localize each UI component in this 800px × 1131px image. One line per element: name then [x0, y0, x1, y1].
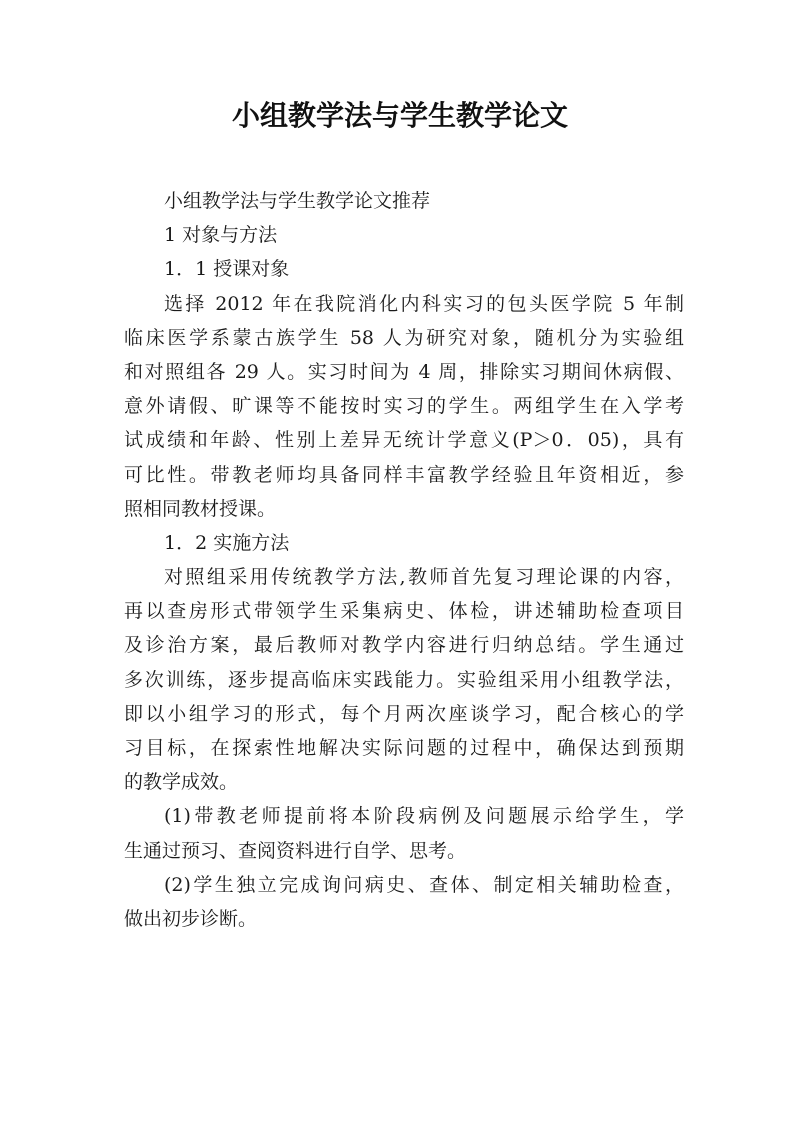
text-line: 对照组采用传统教学方法,教师首先复习理论课的内容， — [164, 566, 684, 589]
text-line: 即以小组学习的形式，每个月两次座谈学习，配合核心的学 — [124, 702, 684, 725]
text-line: 临床医学系蒙古族学生 58 人为研究对象，随机分为实验组 — [124, 326, 684, 349]
text-line: 及诊治方案，最后教师对教学内容进行归纳总结。学生通过 — [124, 634, 684, 657]
text-line: 1 对象与方法 — [164, 224, 278, 247]
text-line: 小组教学法与学生教学论文推荐 — [164, 190, 431, 212]
text-line: 习目标，在探索性地解决实际问题的过程中，确保达到预期 — [124, 737, 684, 759]
text-line: 多次训练，逐步提高临床实践能力。实验组采用小组教学法， — [124, 668, 684, 691]
text-line: 生通过预习、查阅资料进行自学、思考。 — [124, 839, 467, 862]
text-line: 试成绩和年龄、性别上差异无统计学意义(P＞0．05)，具有 — [124, 429, 684, 452]
text-line: 1．2 实施方法 — [164, 531, 290, 554]
document-title: 小组教学法与学生教学论文 — [231, 99, 568, 132]
text-line: 意外请假、旷课等不能按时实习的学生。两组学生在入学考 — [124, 395, 684, 418]
text-line: 的教学成效。 — [124, 771, 239, 794]
text-line: 照相同教材授课。 — [124, 497, 277, 520]
document-body — [124, 184, 684, 936]
text-line: (1)带教老师提前将本阶段病例及问题展示给学生，学 — [164, 805, 684, 828]
text-line: 选择 2012 年在我院消化内科实习的包头医学院 5 年制 — [164, 292, 684, 315]
text-line: 可比性。带教老师均具备同样丰富教学经验且年资相近，参 — [124, 463, 684, 486]
text-line: 和对照组各 29 人。实习时间为 4 周，排除实习期间休病假、 — [124, 360, 684, 383]
text-line: 1．1 授课对象 — [164, 258, 290, 281]
text-line: (2)学生独立完成询问病史、查体、制定相关辅助检查， — [164, 873, 684, 896]
text-line: 做出初步诊断。 — [124, 907, 258, 930]
text-line: 再以查房形式带领学生采集病史、体检，讲述辅助检查项目 — [124, 600, 684, 623]
